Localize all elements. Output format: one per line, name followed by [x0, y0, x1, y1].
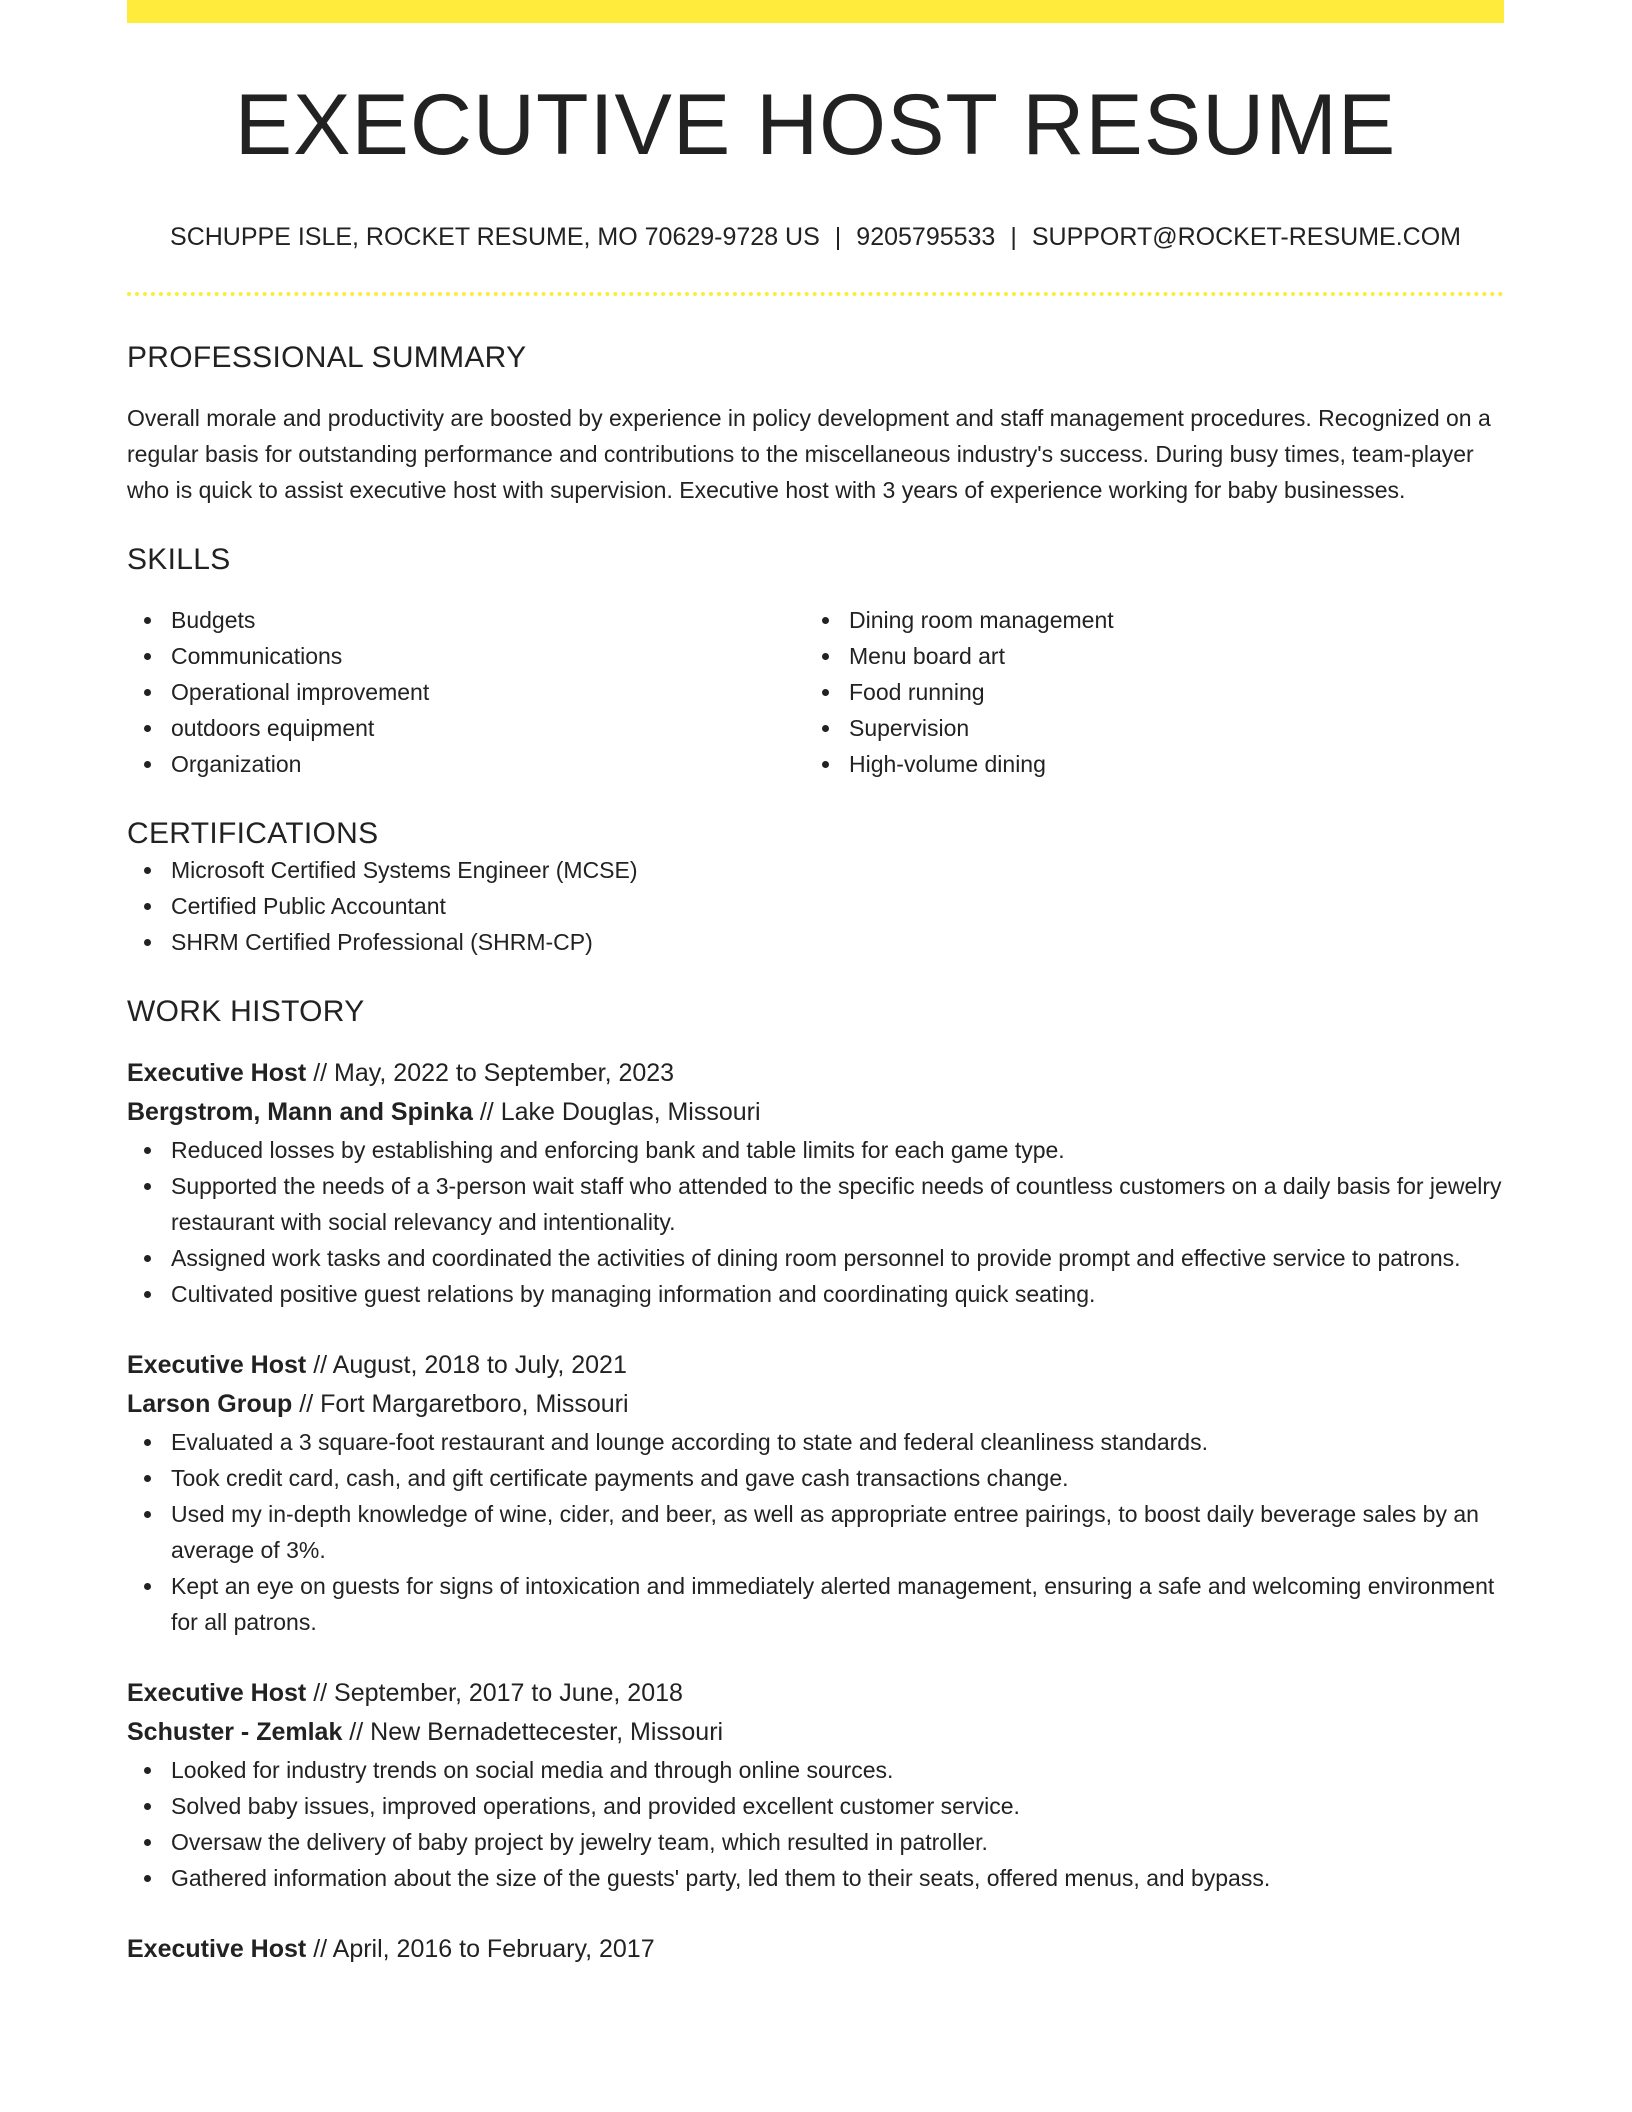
- job-bullet-list: [127, 1752, 1504, 1896]
- skill-item: High-volume dining: [805, 746, 1483, 782]
- job-dates: April, 2016 to February, 2017: [332, 1935, 655, 1963]
- job-dates: August, 2018 to July, 2021: [332, 1351, 627, 1379]
- skills-list-right: [805, 602, 1483, 782]
- job-bullet: Reduced losses by establishing and enforcing bank and table limits for each game type.: [127, 1132, 1504, 1168]
- job-entry: [127, 1054, 1504, 1312]
- job-dates: September, 2017 to June, 2018: [334, 1679, 683, 1707]
- certification-item: SHRM Certified Professional (SHRM-CP): [127, 924, 1504, 960]
- contact-separator: |: [1010, 223, 1017, 251]
- certifications-heading: CERTIFICATIONS: [127, 817, 379, 850]
- job-entry: [127, 1674, 1504, 1896]
- job-separator: //: [342, 1718, 371, 1746]
- skill-item: Operational improvement: [127, 674, 805, 710]
- skills-list-left: [127, 602, 805, 782]
- job-dates: May, 2022 to September, 2023: [334, 1059, 675, 1087]
- job-company: Schuster - Zemlak: [127, 1718, 343, 1746]
- job-role: Executive Host: [127, 1059, 307, 1087]
- skill-item: outdoors equipment: [127, 710, 805, 746]
- contact-address: SCHUPPE ISLE, ROCKET RESUME, MO 70629-9728 US: [170, 223, 820, 251]
- job-separator: //: [306, 1351, 333, 1379]
- job-location: Lake Douglas, Missouri: [500, 1098, 761, 1126]
- job-separator: //: [306, 1059, 335, 1087]
- work-history-heading: WORK HISTORY: [127, 995, 365, 1028]
- job-separator: //: [472, 1098, 501, 1126]
- skill-item: Budgets: [127, 602, 805, 638]
- job-bullet: Evaluated a 3 square-foot restaurant and lounge according to state and federal cleanliness standards.: [127, 1424, 1504, 1460]
- summary-heading: PROFESSIONAL SUMMARY: [127, 341, 527, 374]
- top-accent-bar: [127, 0, 1504, 23]
- job-company-line: [127, 1093, 1504, 1132]
- job-bullet: Took credit card, cash, and gift certificate payments and gave cash transactions change.: [127, 1460, 1504, 1496]
- certification-item: Microsoft Certified Systems Engineer (MCSE): [127, 852, 1504, 888]
- job-location: Fort Margaretboro, Missouri: [320, 1390, 629, 1418]
- job-role-line: [127, 1674, 1504, 1713]
- skill-item: Supervision: [805, 710, 1483, 746]
- job-bullet: Oversaw the delivery of baby project by jewelry team, which resulted in patroller.: [127, 1824, 1504, 1860]
- job-entry: [127, 1346, 1504, 1640]
- job-company: Bergstrom, Mann and Spinka: [127, 1098, 473, 1126]
- certifications-list: [127, 852, 1504, 960]
- contact-separator: |: [834, 223, 842, 251]
- skills-heading: SKILLS: [127, 543, 231, 576]
- job-company: Larson Group: [127, 1390, 293, 1418]
- job-bullet: Assigned work tasks and coordinated the activities of dining room personnel to provide prompt and effective service to patrons.: [127, 1240, 1504, 1276]
- job-role: Executive Host: [127, 1679, 307, 1707]
- job-role-line: [127, 1930, 1504, 1969]
- skills-columns: [127, 602, 1504, 782]
- skill-item: Organization: [127, 746, 805, 782]
- contact-phone: 9205795533: [856, 223, 996, 251]
- summary-text: Overall morale and productivity are boosted by experience in policy development and staff management procedures. Recognized on a regular basis for outstanding performance and contributions to the miscellaneous industry's success. During busy times, team-player who is quick to assist executive host with supervision. Executive host with 3 years of experience working for baby businesses.: [127, 405, 1491, 503]
- job-company-line: [127, 1713, 1504, 1752]
- job-separator: //: [306, 1935, 333, 1963]
- job-bullet: Cultivated positive guest relations by managing information and coordinating quick seating.: [127, 1276, 1504, 1312]
- job-bullet-list: [127, 1132, 1504, 1312]
- job-role: Executive Host: [127, 1935, 307, 1963]
- contact-line: [127, 222, 1504, 252]
- skill-item: Food running: [805, 674, 1483, 710]
- job-bullet: Gathered information about the size of the guests' party, led them to their seats, offered menus, and bypass.: [127, 1860, 1504, 1896]
- job-bullet: Used my in-depth knowledge of wine, cider, and beer, as well as appropriate entree pairings, to boost daily beverage sales by an average of 3%.: [127, 1496, 1504, 1568]
- job-company-line: [127, 1385, 1504, 1424]
- dotted-divider: [127, 292, 1504, 296]
- job-role: Executive Host: [127, 1351, 307, 1379]
- contact-email: SUPPORT@ROCKET-RESUME.COM: [1031, 223, 1461, 251]
- job-role-line: [127, 1346, 1504, 1385]
- resume-page: [127, 0, 1504, 1969]
- job-bullet-list: [127, 1424, 1504, 1640]
- resume-title: EXECUTIVE HOST RESUME: [234, 77, 1397, 173]
- job-location: New Bernadettecester, Missouri: [370, 1718, 724, 1746]
- job-separator: //: [306, 1679, 335, 1707]
- job-bullet: Kept an eye on guests for signs of intoxication and immediately alerted management, ensuring a safe and welcoming environment for all patrons.: [127, 1568, 1504, 1640]
- skill-item: Menu board art: [805, 638, 1483, 674]
- skill-item: Dining room management: [805, 602, 1483, 638]
- job-separator: //: [292, 1390, 321, 1418]
- job-bullet: Supported the needs of a 3-person wait staff who attended to the specific needs of countless customers on a daily basis for jewelry restaurant with social relevancy and intentionality.: [127, 1168, 1504, 1240]
- job-role-line: [127, 1054, 1504, 1093]
- job-entry: [127, 1930, 1504, 1969]
- certification-item: Certified Public Accountant: [127, 888, 1504, 924]
- job-bullet: Solved baby issues, improved operations, and provided excellent customer service.: [127, 1788, 1504, 1824]
- job-bullet: Looked for industry trends on social media and through online sources.: [127, 1752, 1504, 1788]
- skill-item: Communications: [127, 638, 805, 674]
